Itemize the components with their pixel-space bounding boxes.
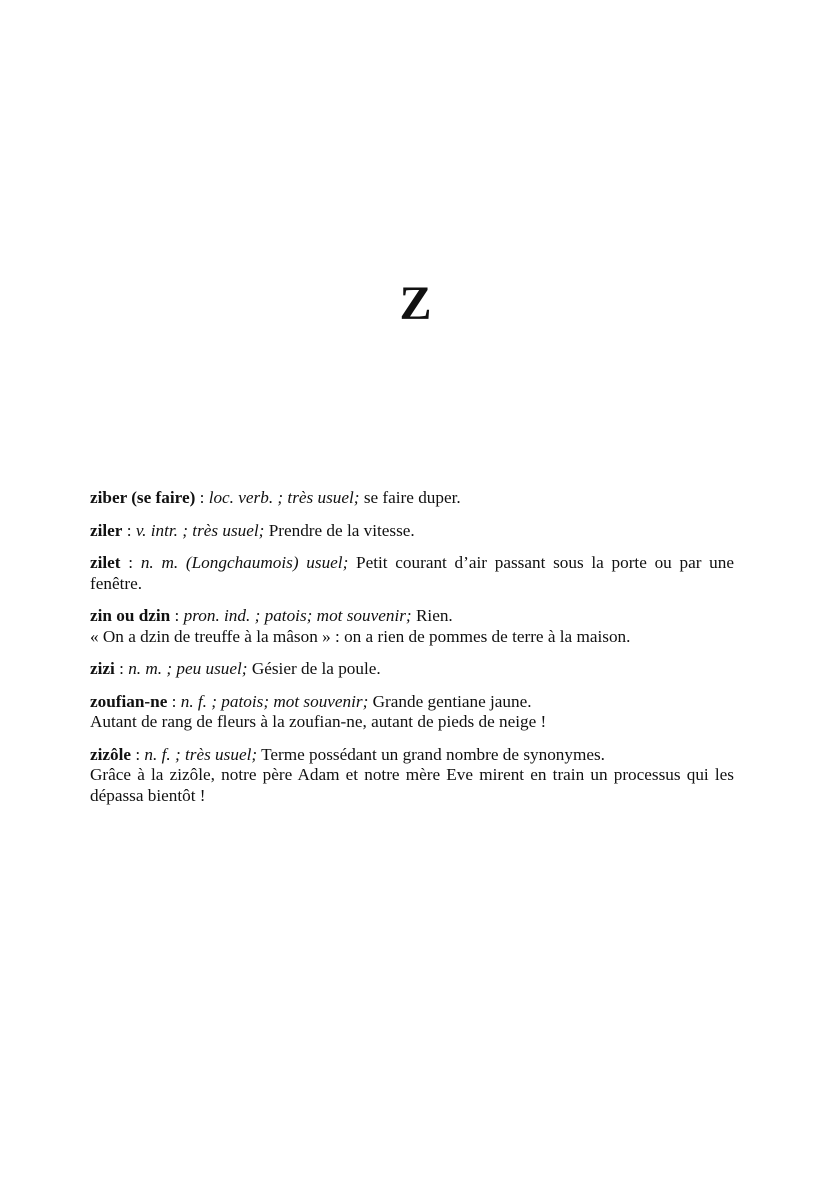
entry-definition: Rien. [411,606,453,625]
entry-grammar: n. m. (Longchaumois) usuel; [140,553,349,572]
entry-example: « On a dzin de treuffe à la mâson » : on a rien de pommes de terre à la maison. [90,626,631,646]
entry-grammar: n. m. ; peu usuel; [128,659,248,678]
dictionary-entry [90,521,734,542]
entry-headword: zizôle [90,744,132,764]
entry-separator: : [170,606,184,625]
entry-headword: ziber (se faire) [90,488,196,507]
section-letter-heading: Z [399,277,432,330]
dictionary-entry [90,659,734,680]
dictionary-entry [90,553,734,594]
dictionary-entry [90,745,734,807]
dictionary-entry [90,606,734,647]
entry-separator: : [122,520,136,540]
entry-separator: : [114,659,129,678]
entry-body [90,521,734,542]
entry-grammar: loc. verb. ; très usuel; [208,488,360,507]
entry-definition: Grande gentiane jaune. [368,691,532,711]
entry-definition: se faire duper. [359,488,461,507]
entry-body [90,488,734,509]
entry-separator: : [167,691,181,711]
entry-headword: zin ou dzin [90,606,171,625]
entry-definition: Gésier de la poule. [247,659,381,678]
entry-headword: zoufian-ne [90,691,168,711]
entry-grammar: v. intr. ; très usuel; [135,520,265,540]
entry-grammar: n. f. ; patois; mot souvenir; [180,691,369,711]
entry-headword: zizi [90,659,115,678]
entry-separator: : [131,744,145,764]
entry-body [90,659,734,680]
dictionary-entry [90,692,734,733]
dictionary-entry [90,488,734,509]
entry-example: Grâce à la zizôle, notre père Adam et notre mère Eve mirent en train un processus qui les dépassa bientôt ! [90,765,734,805]
entry-body [90,553,734,594]
entry-grammar: n. f. ; très usuel; [144,744,258,764]
entry-separator: : [120,553,141,572]
entry-headword: zilet [90,553,121,572]
entry-definition: Petit courant d’air passant sous la porte ou par une fenêtre. [90,553,734,593]
entry-separator: : [195,488,209,507]
entry-definition: Prendre de la vitesse. [264,520,415,540]
entry-example: Autant de rang de fleurs à la zoufian-ne, autant de pieds de neige ! [90,712,547,731]
entry-body [90,745,734,766]
entry-definition: Terme possédant un grand nombre de synonymes. [257,744,605,764]
entry-body [90,692,734,713]
entry-headword: ziler [90,520,123,540]
entry-list [90,488,734,818]
entry-body [90,606,734,627]
entry-grammar: pron. ind. ; patois; mot souvenir; [183,606,412,625]
